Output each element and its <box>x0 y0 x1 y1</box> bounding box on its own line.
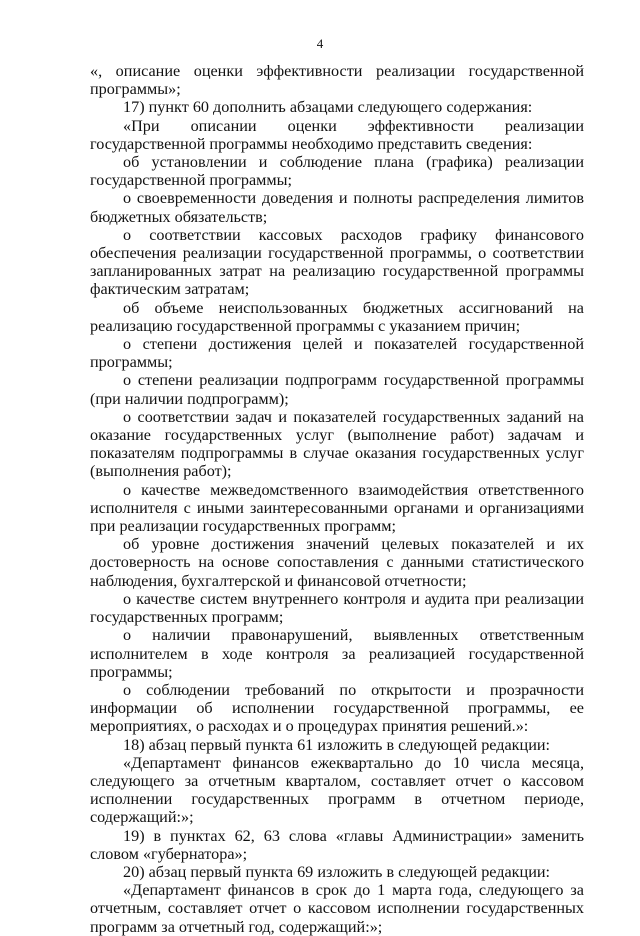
paragraph: о соответствии кассовых расходов графику финансового обеспечения реализации государственной программы, о соответствии запланированных затрат на реализацию государственной программы фактическим затратам; <box>90 225 584 299</box>
paragraph: об уровне достижения значений целевых показателей и их достоверность на основе сопоставления с данными статистического наблюдения, бухгалтерской и финансовой отчетности; <box>90 535 584 590</box>
document-body <box>90 62 584 936</box>
paragraph: о качестве межведомственного взаимодействия ответственного исполнителя с иными заинтересованными органами и организациями при реализации государственных программ; <box>90 480 584 536</box>
paragraph: 19) в пунктах 62, 63 слова «главы Администрации» заменить словом «губернатора»; <box>90 826 584 863</box>
paragraph: о степени достижения целей и показателей государственной программы; <box>90 335 584 372</box>
paragraph: «При описании оценки эффективности реализации государственной программы необходимо представить сведения: <box>90 116 584 153</box>
paragraph: «Департамент финансов в срок до 1 марта года, следующего за отчетным, составляет отчет о кассовом исполнении государственных программ за отчетный год, содержащий:»; <box>90 881 584 936</box>
paragraph: об объеме неиспользованных бюджетных ассигнований на реализацию государственной программы с указанием причин; <box>90 298 584 335</box>
paragraph: о степени реализации подпрограмм государственной программы (при наличии подпрограмм); <box>90 371 584 408</box>
paragraph: о соблюдении требований по открытости и прозрачности информации об исполнении государственной программы, ее мероприятиях, о расходах и о процедурах принятия решений.»: <box>90 680 584 736</box>
paragraph: 20) абзац первый пункта 69 изложить в следующей редакции: <box>123 862 551 881</box>
paragraph: о соответствии задач и показателей государственных заданий на оказание государственных услуг (выполнение работ) задачам и показателям подпрограммы в случае оказания государственных услуг (выполнения работ); <box>90 407 584 481</box>
paragraph: об установлении и соблюдение плана (графика) реализации государственной программы; <box>90 153 584 190</box>
paragraph: о качестве систем внутреннего контроля и аудита при реализации государственных программ; <box>90 589 584 627</box>
paragraph: 18) абзац первый пункта 61 изложить в следующей редакции: <box>123 735 551 754</box>
paragraph: «, описание оценки эффективности реализации государственной программы»; <box>90 62 584 99</box>
page-number: 4 <box>316 36 324 51</box>
paragraph: о наличии правонарушений, выявленных ответственным исполнителем в ходе контроля за реализацией государственной программы; <box>90 626 584 681</box>
paragraph: «Департамент финансов ежеквартально до 10 числа месяца, следующего за отчетным кварталом, составляет отчет о кассовом исполнении государственных программ в отчетном периоде, содержащий:»; <box>90 753 584 827</box>
paragraph: 17) пункт 60 дополнить абзацами следующего содержания: <box>123 98 533 117</box>
paragraph: о своевременности доведения и полноты распределения лимитов бюджетных обязательств; <box>90 189 584 226</box>
